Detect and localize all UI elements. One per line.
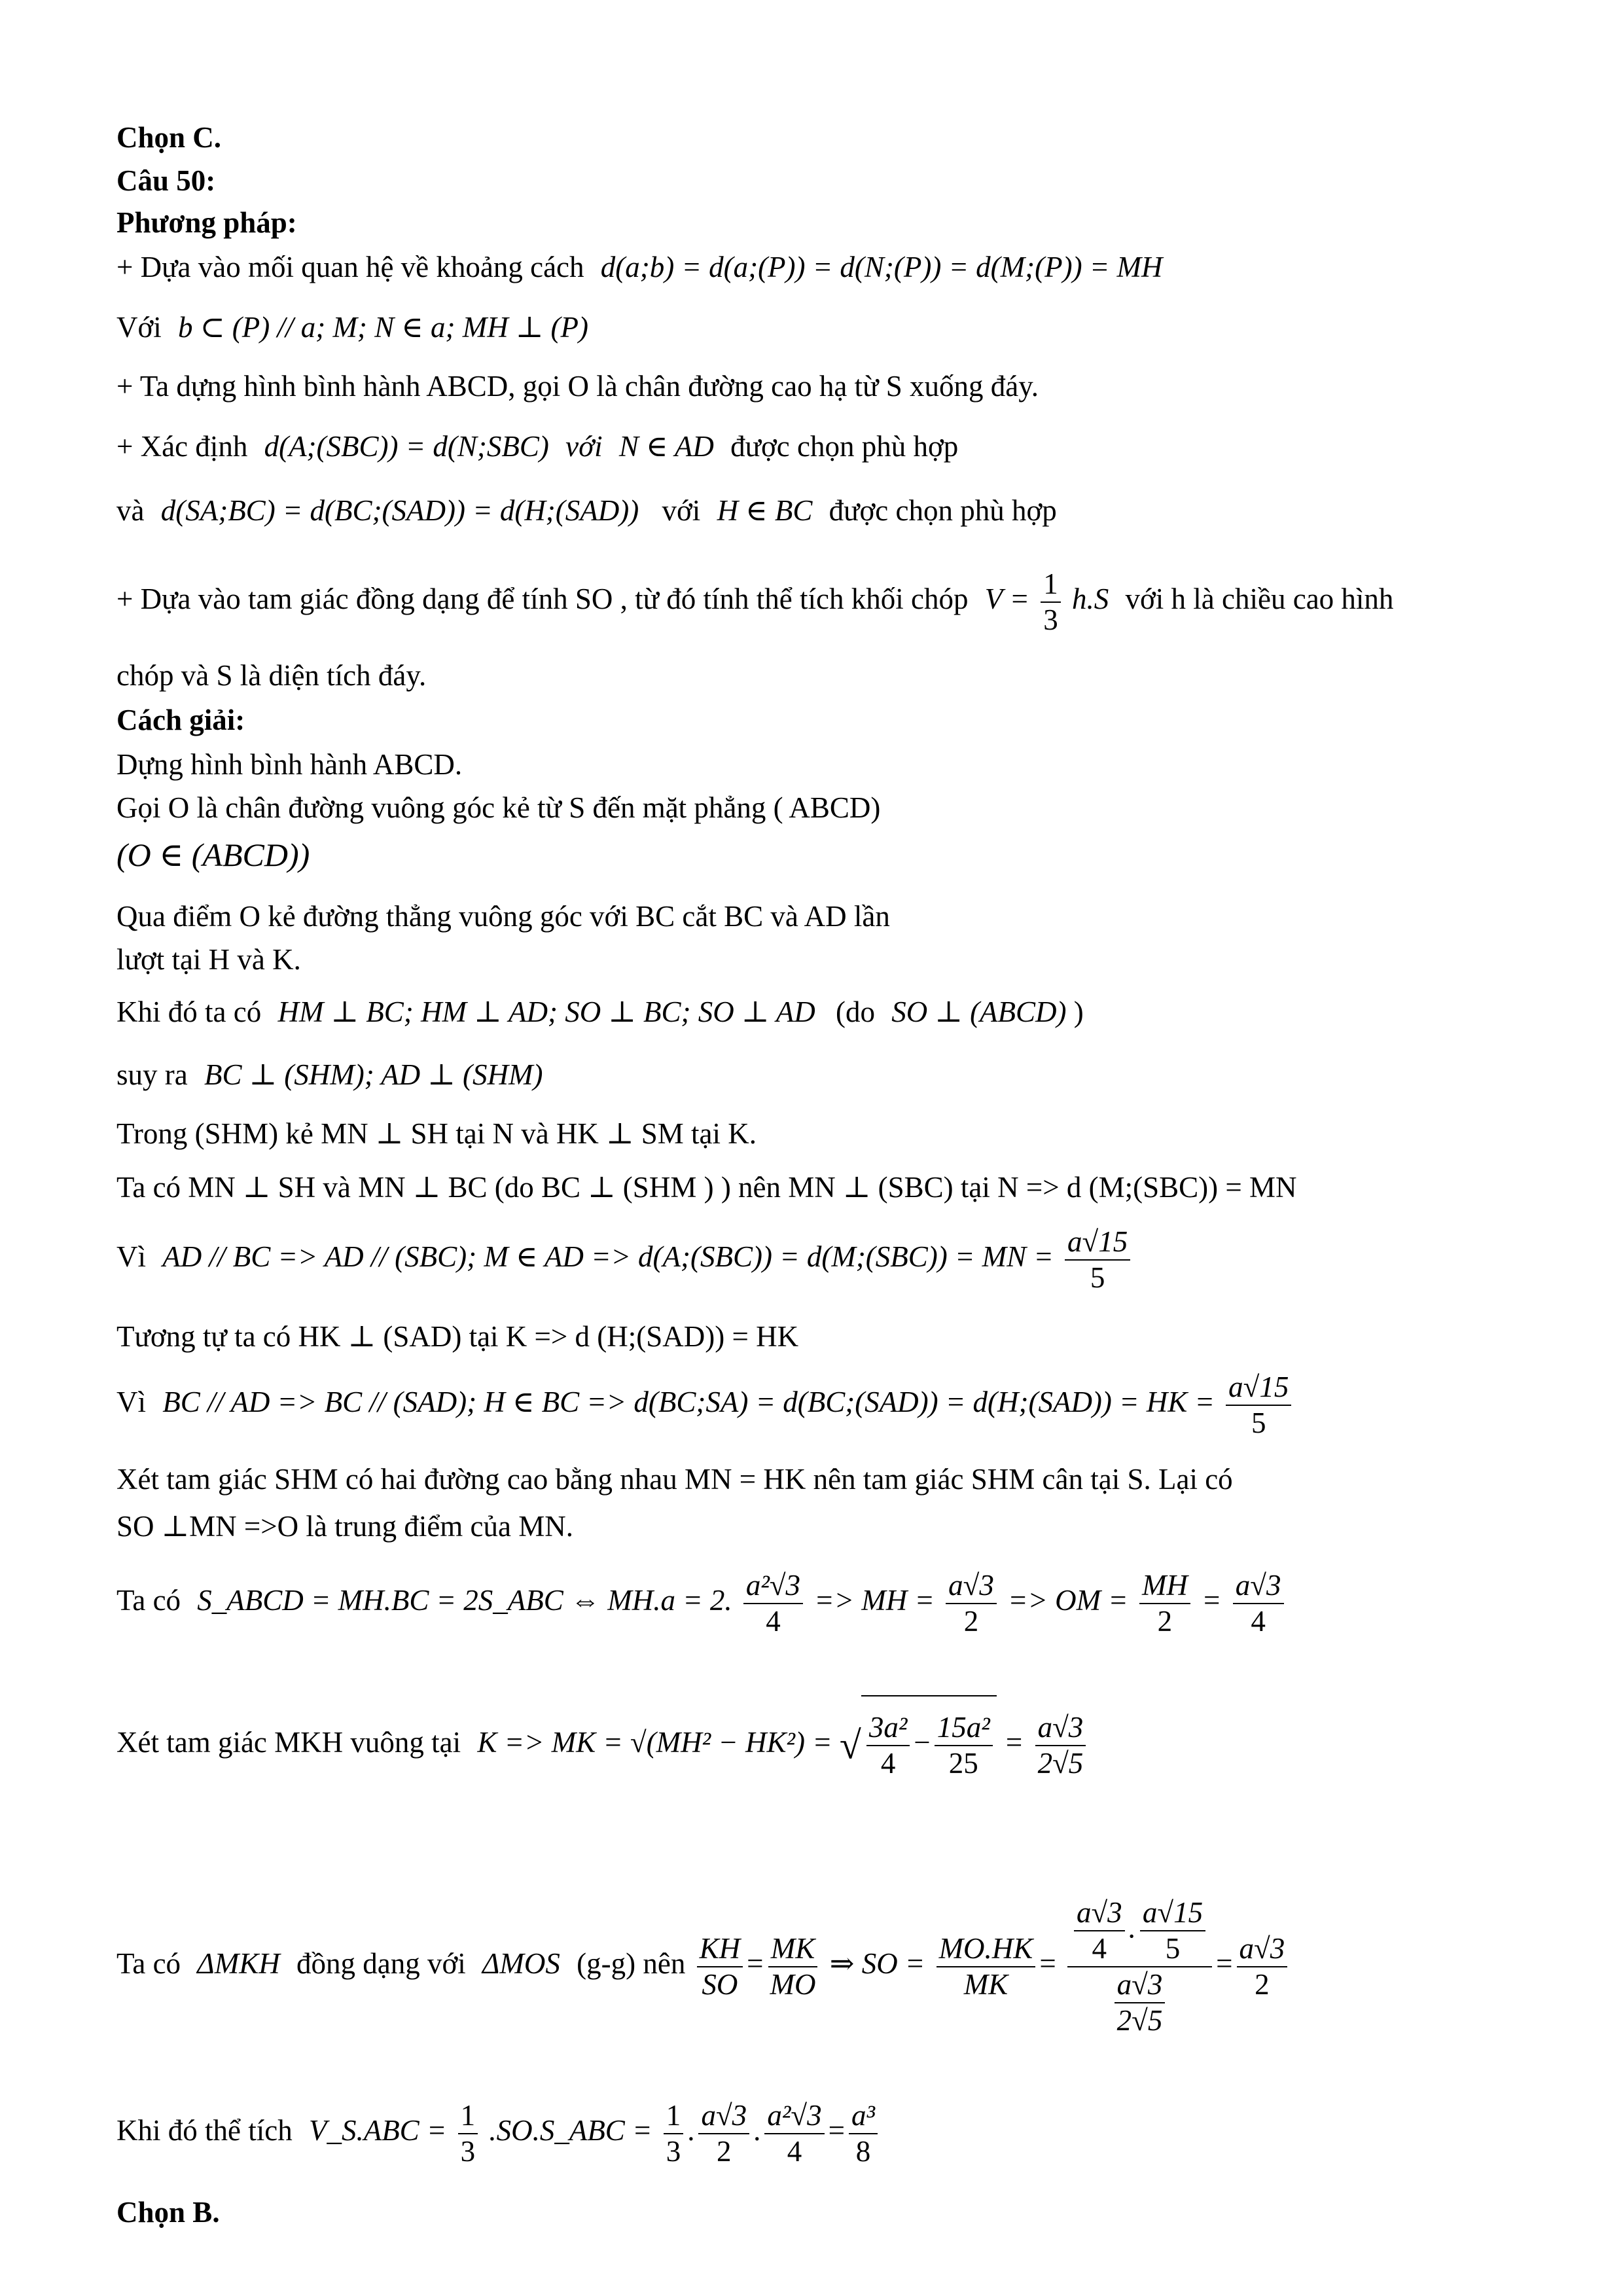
sqrt-icon: √ [839, 1723, 861, 1767]
denominator: 2√5 [1116, 2003, 1163, 2037]
denominator: 5 [1251, 1406, 1266, 1439]
formula: V_S.ABC = [308, 2114, 447, 2147]
denominator: 25 [948, 1746, 978, 1780]
formula: h.S [1072, 583, 1109, 615]
formula: K => MK = √(MH² − HK²) = [477, 1726, 832, 1759]
text: + Xác định [116, 430, 248, 463]
numerator: a√15 [1140, 1898, 1205, 1931]
denominator: 2 [963, 1604, 979, 1638]
fraction [1041, 569, 1061, 635]
numerator: a√3 [1074, 1898, 1125, 1931]
numerator: 1 [1041, 569, 1061, 603]
denominator: 4 [880, 1746, 896, 1780]
text: Vì [116, 1386, 146, 1418]
numerator: MO.HK [936, 1934, 1036, 1967]
formula: V = [984, 583, 1029, 615]
solution-line-4: Qua điểm O kẻ đường thẳng vuông góc với BC cắt BC và AD lần [116, 900, 890, 933]
formula: = [1202, 1584, 1222, 1617]
numerator: a√3 [1115, 1970, 1166, 2003]
solution-line-7 [116, 1055, 543, 1094]
solution-line-13: Xét tam giác SHM có hai đường cao bằng nhau MN = HK nên tam giác SHM cân tại S. Lại có [116, 1463, 1233, 1496]
text: Vì [116, 1240, 146, 1273]
method-heading: Phương pháp: [116, 206, 297, 239]
compound-fraction [1067, 1895, 1212, 2037]
formula: S_ABCD = MH.BC = 2S_ABC ⇔ MH.a = 2. [197, 1584, 732, 1617]
numerator: 1 [664, 2101, 684, 2134]
compound-numerator: $\frac{a√3}{4}$ . $\frac{a√15}{5}$ [1067, 1898, 1212, 1967]
denominator: 4 [1251, 1604, 1266, 1638]
solution-line-9: Ta có MN ⊥ SH và MN ⊥ BC (do BC ⊥ (SHM ) ) nên MN ⊥ (SBC) tại N => d (M;(SBC)) = MN [116, 1171, 1297, 1204]
numerator: a√3 [1035, 1713, 1086, 1746]
method-line-2 [116, 308, 588, 347]
numerator: a√3 [698, 2101, 749, 2134]
denominator: 4 [766, 1604, 781, 1638]
answer-label-b: Chọn B. [116, 2196, 220, 2229]
numerator: KH [697, 1934, 743, 1967]
fraction [1115, 1967, 1166, 2037]
numerator: MK [768, 1934, 818, 1967]
solution-line-16 [116, 1695, 1090, 1788]
solution-line-5: lượt tại H và K. [116, 943, 301, 976]
text: với [565, 430, 603, 463]
fraction [764, 2098, 824, 2168]
method-line-7: chóp và S là diện tích đáy. [116, 659, 427, 692]
denominator: 3 [666, 2134, 681, 2168]
text: Khi đó ta có [116, 996, 262, 1028]
text: + Dựa vào tam giác đồng dạng để tính SO , từ đó tính thể tích khối chóp [116, 583, 969, 615]
denominator: 4 [1092, 1931, 1107, 1965]
denominator: MO [770, 1967, 816, 2001]
denominator: 3 [460, 2134, 476, 2168]
solution-line-14: SO ⊥MN =>O là trung điểm của MN. [116, 1510, 574, 1543]
text: với h là chiều cao hình [1125, 583, 1394, 615]
numerator: a√3 [1237, 1934, 1288, 1967]
text: Khi đó thể tích [116, 2114, 293, 2147]
numerator: a²√3 [743, 1571, 803, 1604]
answer-label-c: Chọn C. [116, 121, 222, 154]
numerator: 15a² [935, 1713, 993, 1746]
numerator: 3a² [866, 1713, 910, 1746]
fraction [1074, 1895, 1125, 1965]
text: ) [1073, 996, 1084, 1028]
fraction [946, 1568, 997, 1638]
formula: ΔMOS [482, 1947, 560, 1980]
formula: b ⊂ (P) // a; M; N ∈ a; MH ⊥ (P) [178, 311, 588, 344]
denominator: 5 [1165, 1931, 1181, 1965]
denominator: 3 [1043, 603, 1058, 636]
text: được chọn phù hợp [730, 430, 959, 463]
numerator: 1 [458, 2101, 478, 2134]
solution-line-15 [116, 1558, 1288, 1643]
fraction [697, 1931, 743, 2001]
text: Xét tam giác MKH vuông tại [116, 1726, 461, 1759]
solution-line-1: Dựng hình bình hành ABCD. [116, 748, 463, 781]
method-line-5 [116, 491, 1057, 530]
numerator: MH [1139, 1571, 1190, 1604]
formula: H ∈ BC [717, 494, 813, 527]
text: suy ra [116, 1058, 188, 1091]
text: Ta có [116, 1584, 181, 1617]
denominator: 2√5 [1037, 1746, 1084, 1780]
fraction [664, 2098, 684, 2168]
denominator: 4 [787, 2134, 802, 2168]
method-line-1 [116, 247, 1162, 287]
formula: HM ⊥ BC; HM ⊥ AD; SO ⊥ BC; SO ⊥ AD [277, 996, 815, 1028]
denominator: MK [963, 1967, 1008, 2001]
denominator: 2 [1157, 1604, 1173, 1638]
solution-line-2: Gọi O là chân đường vuông góc kẻ từ S đến mặt phẳng ( ABCD) [116, 791, 881, 824]
solution-line-6 [116, 992, 1084, 1031]
denominator: SO [702, 1967, 738, 2001]
solution-line-17: Ta có ΔMKH đồng dạng với ΔMOS (g-g) nên $\frac{KH}{SO}$ = $\frac{MK}{MO}$ ⇒ SO = $\frac{MO.HK}{MK}$ = $\frac{a√3}{4}$ . $\frac{a√15}{5}$ $\frac{a√3}{2√5}$ = $\frac{a√3}{2}$ [116, 1885, 1291, 2042]
numerator: a√3 [946, 1571, 997, 1604]
formula: AD // BC => AD // (SBC); M ∈ AD => d(A;(SBC)) = d(M;(SBC)) = MN = [162, 1240, 1054, 1273]
solution-line-18: Khi đó thể tích V_S.ABC = $\frac{1}{3}$ .SO.S_ABC = $\frac{1}{3}$ . $\frac{a√3}{2}$ . $\frac{\text{a²√3}}{4}$ = $\frac{\text{a³}}{8}$ [116, 2088, 882, 2173]
formula: => MH = [814, 1584, 935, 1617]
solution-line-10 [116, 1217, 1134, 1296]
denominator: 8 [855, 2134, 871, 2168]
formula: d(A;(SBC)) = d(N;SBC) [264, 430, 549, 463]
fraction [698, 2098, 749, 2168]
text: được chọn phù hợp [829, 494, 1057, 527]
formula: => OM = [1008, 1584, 1128, 1617]
fraction [936, 1931, 1036, 2001]
text: + Dựa vào mối quan hệ về khoảng cách [116, 251, 584, 283]
fraction [743, 1568, 803, 1638]
question-number: Câu 50: [116, 164, 216, 197]
text: đồng dạng với [296, 1947, 466, 1980]
text: với [662, 494, 701, 527]
formula: ΔMKH [197, 1947, 280, 1980]
solution-line-11: Tương tự ta có HK ⊥ (SAD) tại K => d (H;(SAD)) = HK [116, 1320, 799, 1353]
text: (g-g) nên [577, 1947, 686, 1980]
numerator: a√15 [1065, 1227, 1130, 1261]
formula: .SO.S_ABC = [489, 2114, 652, 2147]
formula: N ∈ AD [618, 430, 714, 463]
sqrt-radicand: $\frac{\text{3a²}}{4}$ − $\frac{\text{15a²}}{25}$ [861, 1695, 997, 1788]
denominator: 2 [1255, 1967, 1270, 2001]
text: (do [836, 996, 875, 1028]
solution-line-12 [116, 1363, 1295, 1441]
solution-line-8: Trong (SHM) kẻ MN ⊥ SH tại N và HK ⊥ SM tại K. [116, 1117, 757, 1150]
numerator: a³ [849, 2101, 878, 2134]
denominator: 2 [717, 2134, 732, 2168]
fraction [768, 1931, 819, 2001]
fraction [1226, 1372, 1291, 1438]
formula: d(a;b) = d(a;(P)) = d(N;(P)) = d(M;(P)) = MH [600, 251, 1163, 283]
denominator: 5 [1090, 1261, 1105, 1294]
fraction [935, 1710, 993, 1780]
compound-denominator [1108, 1967, 1172, 2036]
text: và [116, 494, 145, 527]
numerator: a√15 [1226, 1372, 1291, 1406]
solution-heading: Cách giải: [116, 704, 245, 736]
formula: d(SA;BC) = d(BC;(SAD)) = d(H;(SAD)) [160, 494, 639, 527]
formula: ⇒ SO = [829, 1947, 925, 1980]
numerator: a²√3 [764, 2101, 824, 2134]
fraction [1139, 1568, 1190, 1638]
method-line-6 [116, 563, 1393, 635]
method-line-4 [116, 427, 958, 466]
fraction [1035, 1710, 1086, 1780]
fraction [1065, 1227, 1130, 1293]
fraction [849, 2098, 878, 2168]
fraction [866, 1710, 910, 1780]
formula: BC ⊥ (SHM); AD ⊥ (SHM) [204, 1058, 543, 1091]
text: Với [116, 311, 162, 344]
formula: BC // AD => BC // (SAD); H ∈ BC => d(BC;SA) = d(BC;(SAD)) = d(H;(SAD)) = HK = [162, 1386, 1215, 1418]
fraction [1233, 1568, 1284, 1638]
numerator: a√3 [1233, 1571, 1284, 1604]
text: Ta có [116, 1947, 181, 1980]
solution-line-3: (O ∈ (ABCD)) [116, 836, 310, 873]
fraction [458, 2098, 478, 2168]
formula: = [1003, 1726, 1024, 1759]
fraction [1237, 1931, 1288, 2001]
method-line-3: + Ta dựng hình bình hành ABCD, gọi O là chân đường cao hạ từ S xuống đáy. [116, 370, 1039, 403]
formula: SO ⊥ (ABCD) [891, 996, 1067, 1028]
